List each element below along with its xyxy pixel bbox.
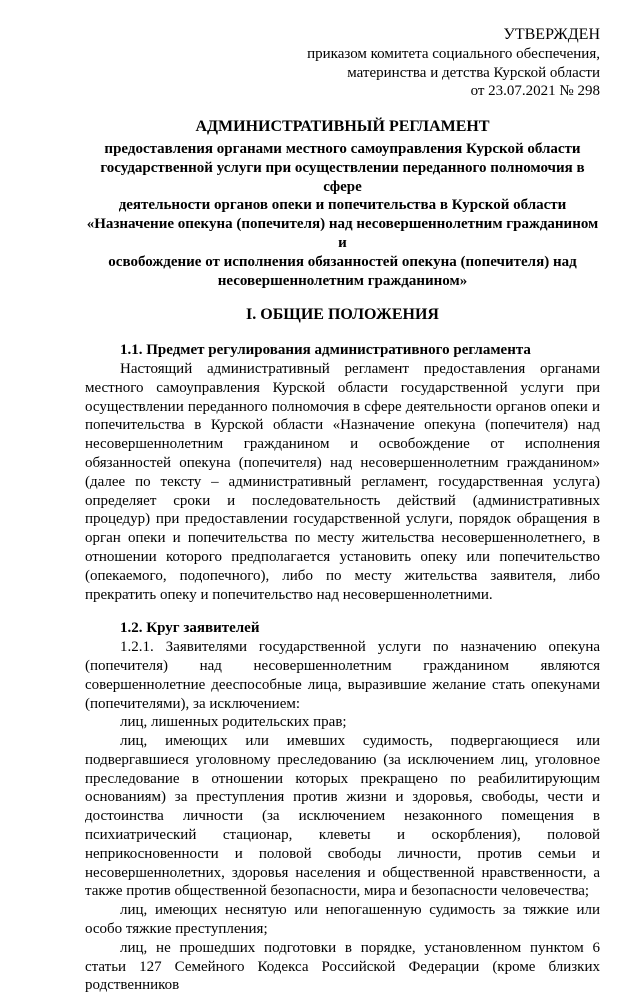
paragraph-list-item: лиц, лишенных родительских прав; <box>120 714 347 731</box>
paragraph-list-item: лиц, имеющих неснятую или непогашенную судимость за тяжкие или особо тяжкие преступления; <box>85 902 600 938</box>
approval-heading: УТВЕРЖДЕН <box>503 26 600 43</box>
document-title-block <box>85 118 600 290</box>
approval-line: материнства и детства Курской области <box>347 64 600 81</box>
document-title: АДМИНИСТРАТИВНЫЙ РЕГЛАМЕНТ <box>195 118 490 136</box>
title-line: освобождение от исполнения обязанностей опекуна (попечителя) над <box>108 253 577 270</box>
paragraph-1-2-1: 1.2.1. Заявителями государственной услуги по назначению опекуна (попечителя) над несовершеннолетним гражданином являются совершеннолетние дееспособные лица, выразившие желание стать опекунами (попечителями), за исключением: <box>85 639 600 712</box>
subsection-heading-1-1: 1.1. Предмет регулирования административного регламента <box>120 342 531 359</box>
title-line: государственной услуги при осуществлении переданного полномочия в сфере <box>100 159 585 195</box>
paragraph-list-item: лиц, не прошедших подготовки в порядке, установленном пунктом 6 статьи 127 Семейного Кодекса Российской Федерации (кроме близких родственников <box>85 939 600 994</box>
title-line: деятельности органов опеки и попечительства в Курской области <box>118 197 567 214</box>
approval-date-line: от 23.07.2021 № 298 <box>470 83 600 100</box>
title-line: «Назначение опекуна (попечителя) над несовершеннолетним гражданином и <box>86 216 599 251</box>
subsection-heading-1-2: 1.2. Круг заявителей <box>120 620 260 637</box>
approval-block <box>85 26 600 101</box>
title-line: предоставления органами местного самоуправления Курской области <box>104 140 581 157</box>
title-line: несовершеннолетним гражданином» <box>217 272 468 289</box>
paragraph-1-1: Настоящий административный регламент предоставления органами местного самоуправления Курской области государственной услуги при осуществлении переданного полномочия в сфере деятельности органов опеки и попечительства в Курской области «Назначение опекуна (попечителя) над несовершеннолетним гражданином и освобождение от исполнения обязанностей опекуна (попечителя) над несовершеннолетним гражданином» (далее по тексту – административный регламент, государственная услуга) определяет сроки и последовательность действий (административных процедур) при предоставлении государственной услуги, порядок обращения в орган опеки и попечительства по месту жительства несовершеннолетнего, в отношении которого предполагается установить опеку или попечительство (опекаемого, подопечного), либо по месту жительства заявителя, либо прекратить опеку и попечительство над несовершеннолетними. <box>85 360 600 603</box>
paragraph-list-item: лиц, имеющих или имевших судимость, подвергающиеся или подвергавшиеся уголовному преследованию (за исключением лиц, уголовное преследование в отношении которых прекращено по реабилитирующим основаниям) за преступления против жизни и здоровья, свободы, чести и достоинства личности (за исключением незаконного помещения в психиатрический стационар, клеветы и оскорбления), половой неприкосновенности и половой свободы личности, против семьи и несовершеннолетних, здоровья населения и общественной нравственности, а также против общественной безопасности, мира и безопасности человечества; <box>85 733 600 900</box>
section-title: I. ОБЩИЕ ПОЛОЖЕНИЯ <box>246 306 439 324</box>
approval-line: приказом комитета социального обеспечения, <box>307 45 600 62</box>
